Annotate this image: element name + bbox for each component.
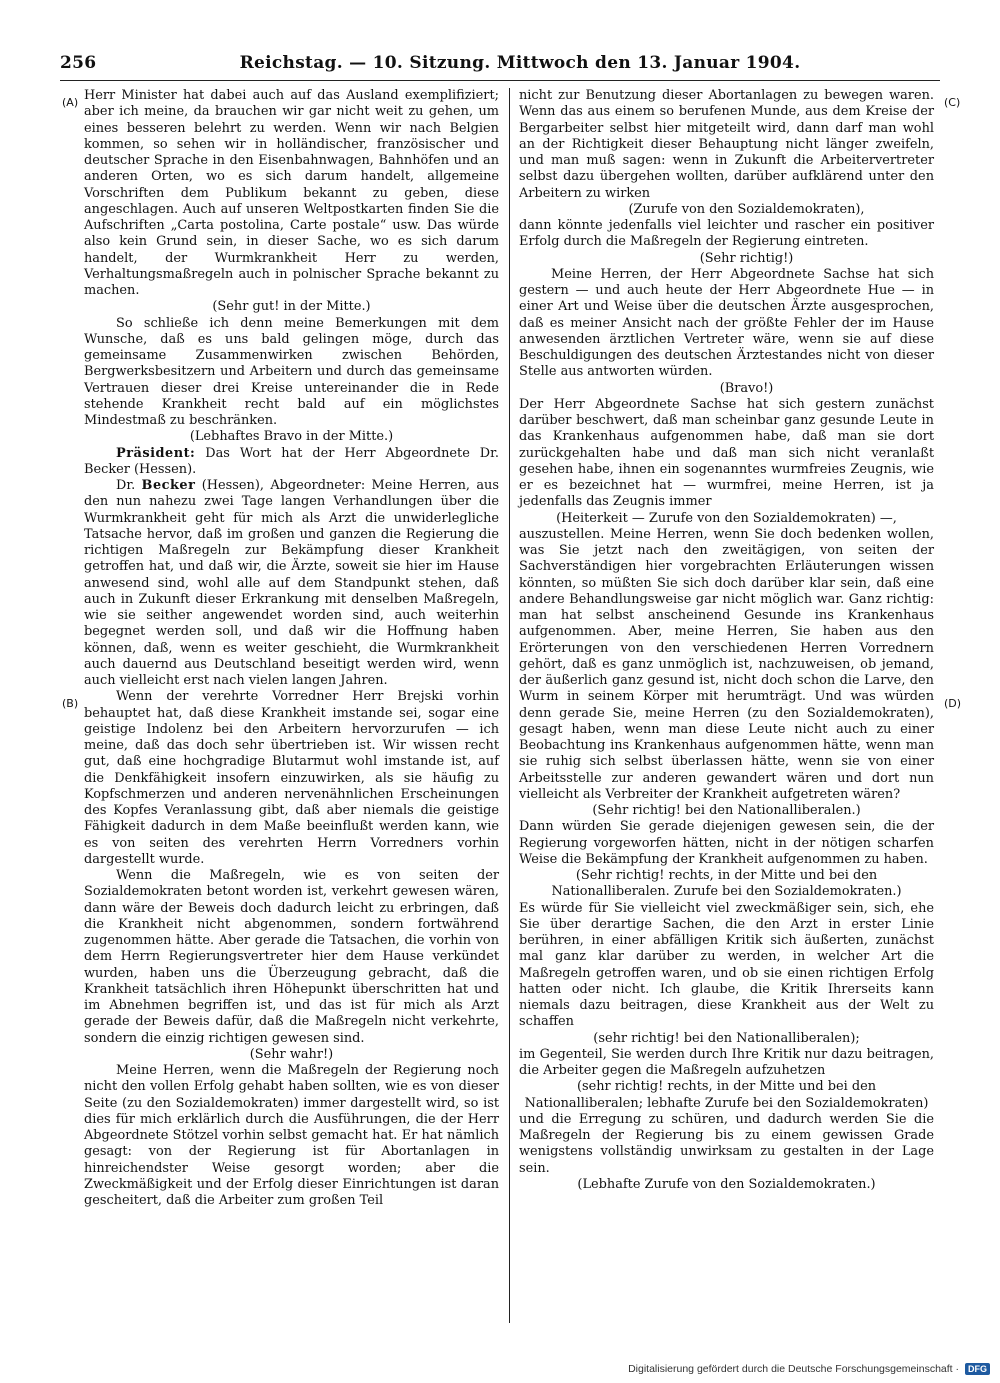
interjection: (Sehr wahr!) [249,1046,334,1062]
left-column [84,88,499,1209]
president-text: Das Wort hat der Herr Abgeordnete Dr. Becker (Hessen). [84,445,499,477]
page-header [60,46,940,81]
page-title: Reichstag. — 10. Sitzung. Mittwoch den 13. Januar 1904. [239,53,801,73]
president-statement [84,446,499,479]
interjection: (Sehr richtig! bei den Nationalliberalen.) [592,803,861,818]
paragraph: Wenn der verehrte Vorredner Herr Brejski vorhin behauptet hat, daß diese Krankheit imstande sei, sogar eine geistige Indolenz bei den Arbeitern hervorzurufen — ich meine, daß das doch sehr übertrieben ist. Wir wissen recht gut, daß eine hochgradige Blutarmut wohl imstande ist, auf die Denkfähigkeit insofern einzuwirken, als sie häufig zu Kopfschmerzen und anderen nervenähnlichen Erscheinungen des Kopfes Veranlassung gibt, daß aber niemals die geistige Fähigkeit dadurch in dem Maße beeinflußt werden kann, wie es von seiten des verehrten Herrn Vorredners vorhin dargestellt wurde. [84,689,499,867]
interjection: (Sehr richtig! rechts, in der Mitte und bei den Nationalliberalen. Zurufe bei den Sozialdemokraten.) [551,868,902,900]
paragraph: nicht zur Benutzung dieser Abortanlagen zu bewegen waren. Wenn das aus einem so berufenen Munde, aus dem Kreise der Bergarbeiter selbst hier mitgeteilt wird, dann darf man wohl an der Richtigkeit dieser Behauptung nicht länger zweifeln, und man muß sagen: wenn in Zukunft die Arbeitervertreter selbst dazu übergehen wollten, darüber aufklärend unter den Arbeitern zu wirken [519,88,934,201]
interjection: (Lebhafte Zurufe von den Sozialdemokraten.) [577,1176,876,1192]
paragraph: Es würde für Sie vielleicht viel zweckmäßiger sein, sich, ehe Sie über derartige Sachen, die den Arzt in erster Linie berühren, in einer abfälligen Kritik sich äußerten, zunächst mal ganz klar darüber zu werden, in welcher Art die Maßregeln getroffen waren, und ob sie einen richtigen Erfolg hatten oder nicht. Ich glaube, die Kritik Ihrerseits kann niemals dazu beitragen, diese Krankheit aus der Welt zu schaffen [519,900,934,1030]
paragraph: Der Herr Abgeordnete Sachse hat sich gestern zunächst darüber beschwert, daß man scheinbar ganz gesunde Leute in das Krankenhaus aufgenommen habe, daß man sie dort zurückgehalten habe und daß man sich nicht veranlaßt gesehen habe, ihnen ein sogenanntes wurmfreies Zeugnis, wie er es bezeichnet hat — wurmfrei, meine Herren, ist ja jedenfalls das Zeugnis immer [519,396,934,510]
interjection: (Heiterkeit — Zurufe von den Sozialdemokraten) —, [556,510,897,526]
president-label: Präsident: [116,445,196,461]
page-number: 256 [60,53,97,73]
paragraph: So schließe ich denn meine Bemerkungen mit dem Wunsche, daß es uns bald gelingen möge, durch das gemeinsame Zusammenwirken zwischen Behörden, Bergwerksbesitzern und Arbeitern und durch das gemeinsame Vertrauen dieser drei Kreise untereinander die in Rede stehende Krankheit recht bald auf ein möglichstes Mindestmaß zu beschränken. [84,315,499,428]
interjection: (Sehr gut! in der Mitte.) [212,299,371,315]
margin-marker-a: (A) [62,96,79,109]
paragraph: und die Erregung zu schüren, und dadurch werden Sie die Maßregeln der Regierung bis zu einem gewissen Grade wenigstens vollständig unwirksam zu gestalten in der Lage sein. [519,1111,934,1176]
paragraph: Dann würden Sie gerade diejenigen gewesen sein, die der Regierung vorgeworfen hätten, nicht in der nötigen scharfen Weise die Bekämpfung der Krankheit aufgenommen zu haben. [519,819,934,867]
paragraph: Wenn die Maßregeln, wie es von seiten der Sozialdemokraten betont worden ist, verkehrt gewesen wären, dann wäre der Beweis doch dadurch leicht zu erbringen, daß die Krankheit nicht abgenommen, sondern fortwährend zugenommen hätte. Aber gerade die Tatsachen, die vorhin von dem Herrn Regierungsvertreter hier dem Hause verkündet wurden, haben uns die Überzeugung gebracht, daß die Krankheit tatsächlich ihren Höhepunkt überschritten hat und im Abnehmen begriffen ist, und das ist für mich als Arzt gerade der Beweis dafür, daß die Maßregeln nicht verkehrte, sondern die einzig richtigen gewesen sind. [84,868,499,1046]
speaker-name: Becker [141,478,196,493]
interjection: (Zurufe von den Sozialdemokraten), [628,201,865,217]
paragraph: im Gegenteil, Sie werden durch Ihre Kritik nur dazu beitragen, die Arbeiter gegen die Maßregeln aufzuhetzen [519,1046,934,1078]
paragraph: Herr Minister hat dabei auch auf das Ausland exemplifiziert; aber ich meine, da brauchen wir gar nicht weit zu gehen, um eines besseren belehrt zu werden. Wenn wir nach Belgien kommen, so sehen wir in holländischer, französischer und deutscher Sprache in den Eisenbahnwagen, Bahnhöfen und an anderen Orten, wo es sich darum handelt, allgemeine Vorschriften dem Publikum bekannt zu geben, diese angeschlagen. Auch auf unseren Weltpostkarten finden Sie die Aufschriften „Carta postolina, Carte postale“ usw. Das würde also kein Grund sein, in dieser Sache, wo es sich darum handelt, der Wurmkrankheit Herr zu werden, Verhaltungsmaßregeln auch in polnischer Sprache bekannt zu machen. [84,88,499,298]
interjection: (sehr richtig! rechts, in der Mitte und bei den Nationalliberalen; lebhafte Zurufe bei den Sozialdemokraten) [524,1079,929,1111]
speaker-statement [84,478,499,689]
interjection: (Sehr richtig!) [699,250,794,266]
footer-text: Digitalisierung gefördert durch die Deutsche Forschungsgemeinschaft · [628,1363,959,1375]
interjection: (Lebhaftes Bravo in der Mitte.) [189,429,394,445]
margin-marker-b: (B) [62,697,79,710]
paragraph: auszustellen. Meine Herren, wenn Sie doch bedenken wollen, was Sie jetzt nach den zweitägigen, von seiten der Sachverständigen hier vorgebrachten Erläuterungen wissen könnten, so müßten Sie sich doch darüber klar sein, daß eine andere Behandlungsweise gar nicht möglich war. Ganz richtig: man hat selbst anscheinend Gesunde ins Krankenhaus aufgenommen. Aber, meine Herren, Sie haben aus den Erörterungen von den verschiedenen Herren Vorrednern gehört, daß es ganz unmöglich ist, nachzuweisen, ob jemand, der äußerlich ganz gesund ist, nicht doch schon die Larve, den Wurm in seinem Körper mit herumträgt. Und was würden denn gerade Sie, meine Herren (zu den Sozialdemokraten), gesagt haben, wenn man diese Leute nicht auch zu einer Beobachtung ins Krankenhaus aufgenommen hätte, wenn man sie ruhig sich selbst überlassen hätte, wenn sie von einer Arbeitsstelle zur anderen gewandert wären und dort nun vielleicht als Verbreiter der Krankheit aufgetreten wären? [519,526,934,802]
interjection: (sehr richtig! bei den Nationalliberalen); [593,1030,860,1046]
column-divider [509,88,510,1323]
speaker-text: (Hessen), Abgeordneter: Meine Herren, aus den nun nahezu zwei Tage langen Verhandlungen über die Wurmkrankheit geht für mich als Arzt die unwiderlegliche Tatsache hervor, daß im großen und ganzen die Regierung die richtigen Maßregeln zur Bekämpfung dieser Krankheit getroffen hat, und daß wir, die Ärzte, soweit sie hier im Hause anwesend sind, wohl alle auf dem Standpunkt stehen, daß auch in Zukunft dieser Erkrankung mit denselben Maßregeln, wie sie seither angewendet worden sind, auch weiterhin begegnet werden soll, und daß wir die Hoffnung haben können, daß, wenn es weiter geschieht, die Wurmkrankheit auch dauernd aus Deutschland beseitigt werden wird, wenn auch vielleicht erst nach vielen langen Jahren. [84,478,499,688]
paragraph: Meine Herren, der Herr Abgeordnete Sachse hat sich gestern — und auch heute der Herr Abgeordnete Hue — in einer Art und Weise über die deutschen Ärzte ausgesprochen, daß es meiner Ansicht nach der größte Fehler der im Hause anwesenden ärztlichen Vertreter wäre, wenn sie auf diese Beschuldigungen des deutschen Ärztestandes nicht von dieser Stelle aus antworten würden. [519,266,934,380]
footer [628,1363,990,1375]
paragraph: dann könnte jedenfalls viel leichter und rascher ein positiver Erfolg durch die Maßregeln der Regierung eintreten. [519,218,934,250]
dfg-logo: DFG [965,1363,990,1375]
margin-marker-d: (D) [944,697,962,710]
paragraph: Meine Herren, wenn die Maßregeln der Regierung noch nicht den vollen Erfolg gehabt haben sollten, wie es von dieser Seite (zu den Sozialdemokraten) immer dargestellt wird, so ist dies für mich erklärlich durch die Ausführungen, die der Herr Abgeordnete Stötzel vorhin selbst gemacht hat. Er hat nämlich gesagt: von der Regierung ist für Abortanlagen in hinreichendster Weise gesorgt worden; aber die Zweckmäßigkeit und der Erfolg dieser Einrichtungen ist daran gescheitert, daß die Arbeiter zum großen Teil [84,1063,499,1208]
margin-marker-c: (C) [944,96,961,109]
interjection: (Bravo!) [719,380,774,396]
right-column [519,88,934,1193]
speaker-title: Dr. [116,478,136,493]
